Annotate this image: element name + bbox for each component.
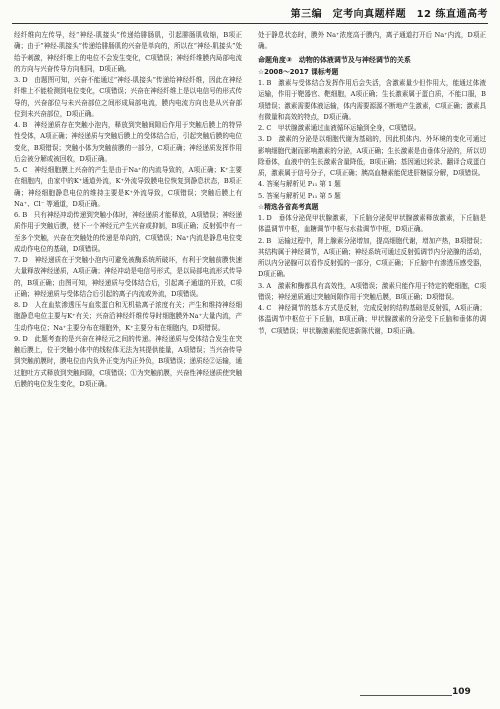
paragraph: 3. A 激素和酶都具有高效性，A项错误；激素只能作用于特定的靶细胞，C项错误；神经递质通过突触间隙作用于突触后膜，B项正确；D项错误。: [258, 281, 486, 301]
paragraph: 4. B 神经递质存在突触小泡内，释放到突触间隙后作用于突触后膜上的特异性受体，A项正确；神经递质与突触后膜上的受体结合后，引起突触后膜的电位变化，B项错误；突触小体为突触前膜的一部分，C项正确；神经递质发挥作用后会被分解或被回收，D项正确。: [14, 121, 242, 163]
right-column: [258, 30, 486, 337]
paragraph: 4. 答案与解析见 P₁₁ 第 1 题: [258, 180, 341, 189]
subsection-heading: ☆精选各省高考真题: [258, 202, 319, 211]
paragraph: 8. D 人在血浆渗透压与血浆蛋白和无机盐离子浓度有关；产生和维持神经细胞静息电位主要与K⁺有关；兴奋沿神经纤维传导时细胞膜外Na⁺大量内流，产生动作电位；Na⁺主要分布在细胞外，K⁺主要分布在细胞内，D项错误。: [14, 301, 242, 332]
paragraph: 3. D 激素的分泌是以细胞代谢为基础的，因此机体内、外环境的变化可通过影响细胞代谢而影响激素的分泌，A项正确；生长激素是由垂体分泌的，所以切除垂体，血液中的生长激素含量降低，B项正确；基因通过转录、翻译合成蛋白质，激素属于信号分子，C项正确；胰高血糖素能促进肝糖原分解，D项错误。: [258, 135, 486, 177]
paragraph: 经纤维向左传导，经“神经-肌接头”传递给腓肠肌，引起腓肠肌收缩，B项正确；由于“神经-肌接头”传递给腓肠肌的兴奋是单向的，所以在“神经-肌接头”处给予刺激，神经纤维上的电位不会发生变化，C项错误；神经纤维膜内局部电流的方向与兴奋传导方向相同，D项正确。: [14, 31, 242, 73]
paragraph: 2. C 甲状腺激素通过血液循环运输到全身，C项错误。: [258, 124, 421, 132]
page-number: 109: [452, 687, 471, 697]
paragraph: 6. B 只有神经冲动传递到突触小体时，神经递质才能释放，A项错误；神经递质作用于突触后膜，使下一个神经元产生兴奋或抑制，B项正确；反射弧中有一至多个突触，兴奋在突触处的传递是单向的，C项错误；Na⁺内流是静息电位变成动作电位的基础，D项错误。: [14, 211, 242, 253]
paragraph: 处于静息状态时，膜外 Na⁺浓度高于膜内，离子通道打开后 Na⁺内流，D项正确。: [258, 31, 486, 51]
subsection-heading: ☆2008～2017 课标考题: [258, 67, 339, 76]
paragraph: 9. D 此题考查的是兴奋在神经元之间的传递。神经递质与受体结合发生在突触后膜上，位于突触小体中的线粒体无法为其提供能量，A项错误；当兴奋传导到突触前膜时，膜电位由内负外正变为内正外负，B项错误；递质经②运输，通过胞吐方式释放到突触间隙，C项错误；①为突触前膜，兴奋性神经递质使突触后膜的电位发生变化，D项正确。: [14, 334, 242, 388]
paragraph: 5. 答案与解析见 P₁₁ 第 5 题: [258, 191, 341, 200]
footer-rule: [360, 695, 452, 696]
paragraph: 1. B 激素与受体结合发挥作用后会失活，含激素量少但作用大，能通过体液运输，作用于靶器官、靶细胞，A项正确；生长激素属于蛋白质，不能口服，B项错误；激素需要体液运输，体内需要源源不断地产生激素，C项正确；激素具有微量和高效的特点，D项正确。: [258, 79, 486, 121]
paragraph: 7. D 神经递质在于突触小泡内可避免被酶系统所破坏，有利于突触前膜快速大量释放神经递质，A项正确；神经冲动是电信号形式，是以局部电流形式传导的，B项正确；由图可知，神经递质与受体结合后，引起离子通道的开放，C项正确；神经递质与受体结合后引起的离子内流或外流，D项错误。: [14, 256, 242, 298]
paragraph: 3. D 由题图可知，兴奋不能通过“神经-肌接头”传递给神经纤维，因此在神经纤维上不能检测到电位变化，C项错误；兴奋在神经纤维上是以电信号的形式传导的，兴奋部位与未兴奋部位之间形成局部电流，膜内电流方向也是从兴奋部位到未兴奋部位，D项正确。: [14, 76, 242, 118]
header-rule: [12, 23, 488, 24]
page-header: [0, 0, 500, 24]
paragraph: 4. C 神经调节的基本方式是反射，完成反射的结构基础是反射弧，A项正确；体温调节中枢位于下丘脑，B项正确；甲状腺激素的分泌受下丘脑和垂体的调节，C项错误；甲状腺激素能促进新陈代谢，D项正确。: [258, 304, 486, 335]
header-title: 第三编 定考向真题样题 12 练直通高考: [290, 9, 488, 20]
paragraph: 5. C 神经细胞膜上兴奋的产生是由于Na⁺的内流导致的，A项正确；K⁺主要在细胞内，由家中的K⁺通道外流，K⁺外流导致膜电位恢复到静息状态，B项正确；神经细胞静息电位的维持主要是K⁺外流导致，C项错误；突触后膜上有 Na⁺、Cl⁻ 等通道，D项正确。: [14, 166, 242, 208]
page-footer: [0, 684, 500, 709]
paragraph: 2. B 运输过程中，肾上腺素分泌增加，提高细胞代谢，增加产热，B项错误；其结构属于神经调节，A项正确；神经系统可通过反射弧调节内分泌腺的活动，所以内分泌腺可以看作反射弧的一部分，C项正确；下丘脑中有渗透压感受器，D项正确。: [258, 236, 486, 279]
section-heading: 命题角度③ 动物的体液调节及与神经调节的关系: [258, 55, 411, 64]
left-column: [14, 30, 242, 390]
paragraph: 1. D 垂体分泌促甲状腺激素，下丘脑分泌促甲状腺激素释放激素，下丘脑是体温调节中枢，血糖调节中枢与水盐调节中枢，D项正确。: [258, 214, 486, 234]
